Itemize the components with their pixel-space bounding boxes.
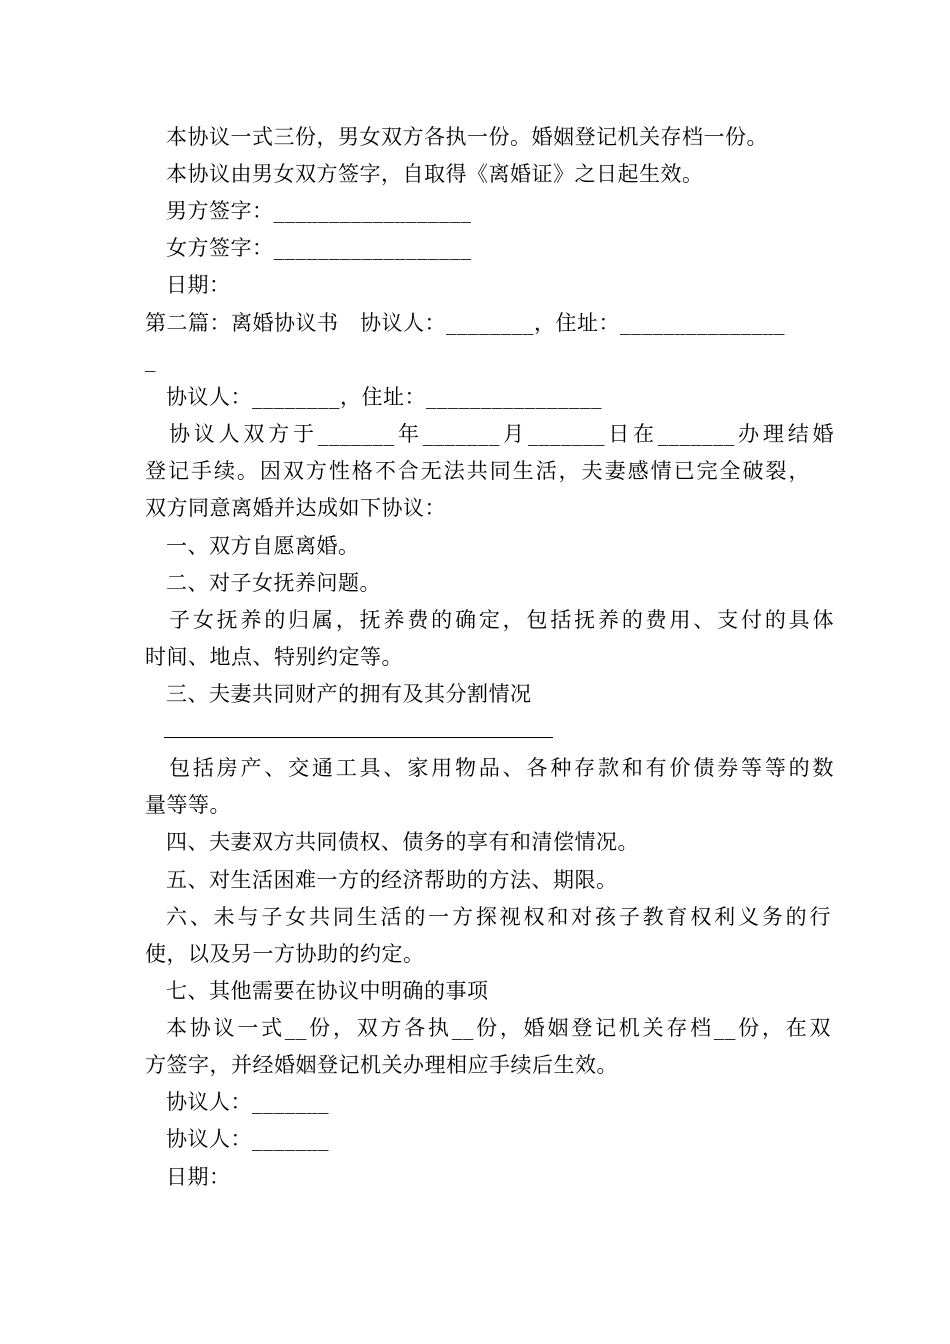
clause-five: 五、对生活困难一方的经济帮助的方法、期限。 [166, 868, 618, 892]
clause-two-detail-cont: 时间、地点、特别约定等。 [145, 645, 403, 669]
party-signature-line: 协议人：_______ [166, 1090, 329, 1114]
blank-rule [164, 737, 553, 738]
clause-six-cont: 使，以及另一方协助的约定。 [145, 942, 425, 966]
clause-six: 六、未与子女共同生活的一方探视权和对孩子教育权利义务的行 [166, 905, 831, 929]
party-signature-line: 协议人：_______ [166, 1127, 329, 1151]
heading-continuation: _ [145, 348, 156, 372]
date-line: 日期： [166, 1165, 231, 1189]
paragraph-copies-blank: 本协议一式__份，双方各执__份，婚姻登记机关存档__份，在双 [166, 1016, 831, 1040]
date-line: 日期： [166, 273, 231, 297]
clause-two: 二、对子女抚养问题。 [166, 571, 381, 595]
clause-two-detail: 子女抚养的归属，抚养费的确定，包括抚养的费用、支付的具体 [169, 608, 834, 632]
paragraph-copies-blank-cont: 方签字，并经婚姻登记机关办理相应手续后生效。 [145, 1053, 618, 1077]
clause-three-detail: 包括房产、交通工具、家用物品、各种存款和有价债券等等的数 [169, 756, 834, 780]
male-signature-line: 男方签字：__________________ [166, 199, 472, 223]
paragraph-effective: 本协议由男女双方签字，自取得《离婚证》之日起生效。 [166, 162, 704, 186]
clause-three: 三、夫妻共同财产的拥有及其分割情况 [166, 682, 532, 706]
clause-seven: 七、其他需要在协议中明确的事项 [166, 979, 489, 1003]
clause-four: 四、夫妻双方共同债权、债务的享有和清偿情况。 [166, 830, 639, 854]
paragraph-marriage-registration-end: 双方同意离婚并达成如下协议： [145, 496, 446, 520]
party-address-line: 协议人：________，住址：________________ [166, 385, 602, 409]
paragraph-copies: 本协议一式三份，男女双方各执一份。婚姻登记机关存档一份。 [166, 125, 768, 149]
clause-one: 一、双方自愿离婚。 [166, 534, 360, 558]
section-two-heading: 第二篇：离婚协议书 协议人：________，住址：_______________ [145, 311, 785, 335]
female-signature-line: 女方签字：__________________ [166, 236, 472, 260]
clause-three-detail-cont: 量等等。 [145, 793, 231, 817]
paragraph-marriage-registration: 协议人双方于_______年_______月_______日在_______办理结婚 [169, 422, 834, 446]
paragraph-marriage-registration-cont: 登记手续。因双方性格不合无法共同生活，夫妻感情已完全破裂， [145, 459, 810, 483]
